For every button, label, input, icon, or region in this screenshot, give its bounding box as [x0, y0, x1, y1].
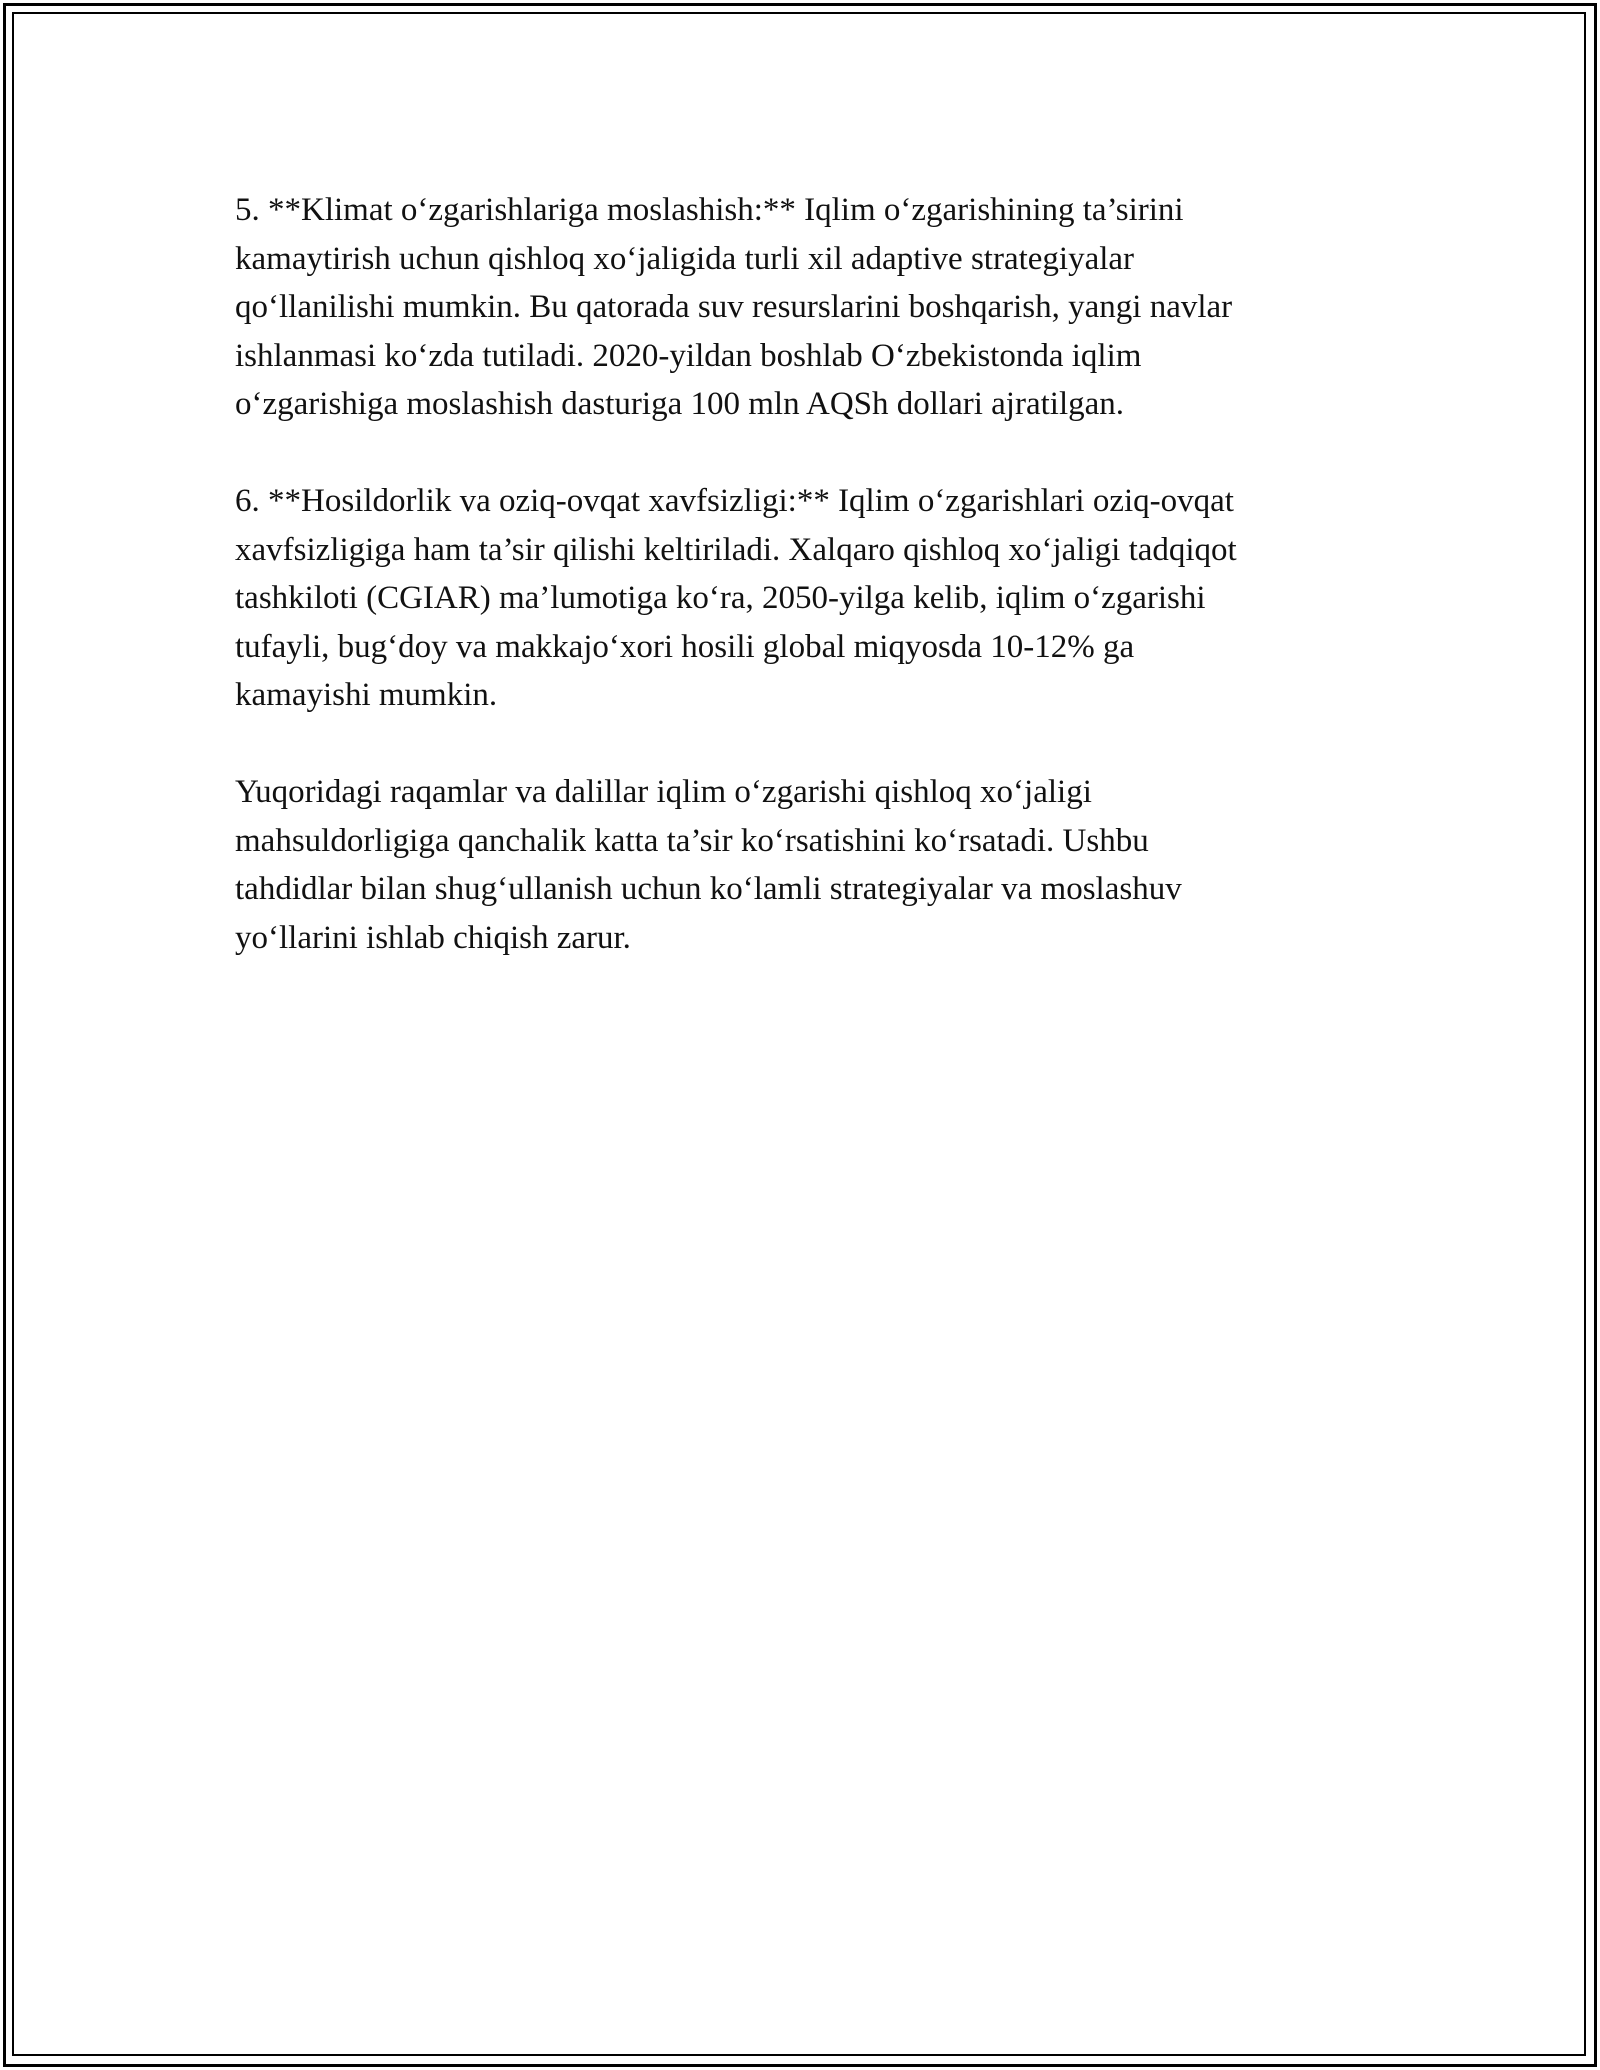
- text-line: tufayli, bug‘doy va makkajo‘xori hosili global miqyosda 10-12% ga: [235, 628, 1135, 665]
- text-line: kamayishi mumkin.: [235, 677, 498, 713]
- text-line: tashkiloti (CGIAR) ma’lumotiga ko‘ra, 2050-yilga kelib, iqlim o‘zgarishi: [235, 580, 1206, 616]
- text-line: o‘zgarishiga moslashish dasturiga 100 mln AQSh dollari ajratilgan.: [235, 386, 1125, 422]
- text-line: 6. **Hosildorlik va oziq-ovqat xavfsizligi:** Iqlim o‘zgarishlari oziq-ovqat: [235, 483, 1234, 519]
- paragraph-conclusion: [235, 768, 1375, 962]
- text-line: ishlanmasi ko‘zda tutiladi. 2020-yildan boshlab O‘zbekistonda iqlim: [235, 337, 1142, 374]
- document-body: [235, 186, 1375, 962]
- text-line: mahsuldorligiga qanchalik katta ta’sir ko‘rsatishini ko‘rsatadi. Ushbu: [235, 822, 1149, 859]
- text-line: xavfsizligiga ham ta’sir qilishi keltiriladi. Xalqaro qishloq xo‘jaligi tadqiqot: [235, 531, 1237, 568]
- text-line: 5. **Klimat o‘zgarishlariga moslashish:** Iqlim o‘zgarishining ta’sirini: [235, 192, 1184, 228]
- paragraph-climate-adaptation: [235, 186, 1375, 429]
- text-line: yo‘llarini ishlab chiqish zarur.: [235, 919, 631, 956]
- text-line: tahdidlar bilan shug‘ullanish uchun ko‘lamli strategiyalar va moslashuv: [235, 871, 1182, 907]
- text-line: kamaytirish uchun qishloq xo‘jaligida turli xil adaptive strategiyalar: [235, 240, 1135, 277]
- text-line: Yuqoridagi raqamlar va dalillar iqlim o‘zgarishi qishloq xo‘jaligi: [235, 774, 1092, 810]
- text-line: qo‘llanilishi mumkin. Bu qatorada suv resurslarini boshqarish, yangi navlar: [235, 289, 1233, 325]
- paragraph-food-security: [235, 477, 1375, 720]
